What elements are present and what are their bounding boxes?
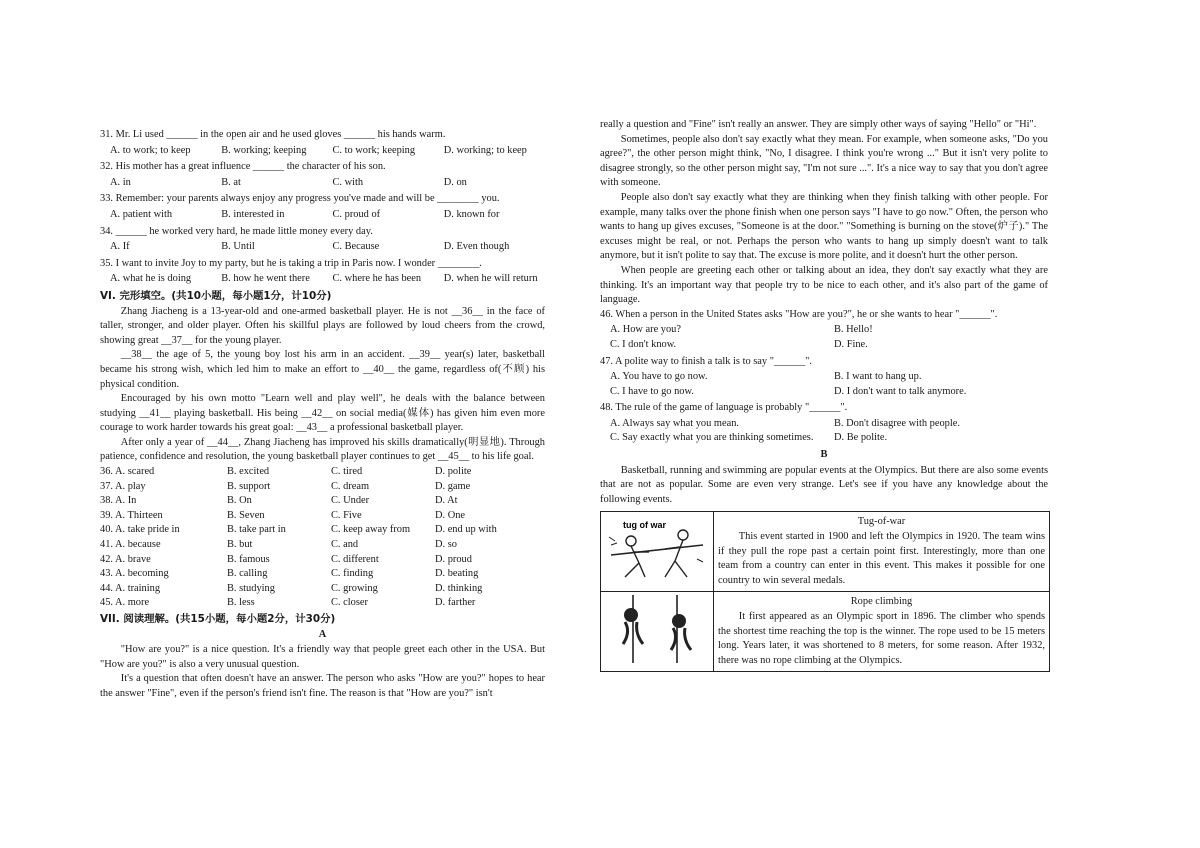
option: B. Seven <box>227 509 265 521</box>
option: C. I have to go now. <box>610 385 694 397</box>
cloze-row-38 <box>100 494 545 509</box>
option: A. How are you? <box>610 324 681 336</box>
reading-paragraph-2: It's a question that often doesn't have an answer. The person who asks "How are you?" hopes to hear the answer "Fine", even if the person's friend isn't fine. The reason is that "How are you?" isn't <box>100 673 545 699</box>
option: 38. A. In <box>100 495 137 507</box>
option: D. known for <box>443 208 500 220</box>
option: C. Five <box>331 509 362 521</box>
part-a-label: A <box>318 628 327 640</box>
question-33: 33. Remember: your parents always enjoy any progress you've made and will be ________ you. <box>100 193 500 205</box>
options-34 <box>100 240 545 255</box>
options-35 <box>100 272 545 287</box>
option: D. Be polite. <box>834 432 888 444</box>
tug-of-war-illustration <box>601 512 714 592</box>
option: D. when he will return <box>443 273 538 285</box>
option: B. Until <box>221 241 255 253</box>
event-title: Rope climbing <box>850 596 913 608</box>
section-heading-cloze: VI. 完形填空。(共10小题，每小题1分，计10分) <box>100 289 332 302</box>
option: B. I want to hang up. <box>834 371 922 383</box>
option: C. and <box>331 539 359 551</box>
option: B. Don't disagree with people. <box>834 417 960 429</box>
option: 45. A. more <box>100 597 150 609</box>
option: A. You have to go now. <box>610 371 708 383</box>
question-47: 47. A polite way to finish a talk is to say "______". <box>600 355 812 367</box>
option: D. farther <box>435 597 476 609</box>
option: B. how he went there <box>221 273 310 285</box>
options-33 <box>100 208 545 223</box>
option: A. in <box>110 176 131 188</box>
option: 37. A. play <box>100 480 146 492</box>
option: C. Say exactly what you are thinking sometimes. <box>610 432 814 444</box>
part-b-label: B <box>820 449 828 461</box>
option: B. take part in <box>227 524 286 536</box>
section-heading-reading: VII. 阅读理解。(共15小题，每小题2分，计30分) <box>100 613 336 625</box>
event-description: This event started in 1900 and left the Olympics in 1920. The team wins if they pull the rope past a certain point first. Interestingly, more than one team from a country can enter in this event. This makes it possible for one country to win several medals. <box>718 531 1045 586</box>
option: D. Fine. <box>834 338 868 350</box>
cloze-row-41 <box>100 538 545 553</box>
option: B. studying <box>227 582 275 594</box>
cloze-row-44 <box>100 582 545 597</box>
option: A. Always say what you mean. <box>610 417 739 429</box>
option: D. thinking <box>435 582 483 594</box>
rope-climbing-text <box>714 592 1050 672</box>
cloze-paragraph-3: Encouraged by his own motto "Learn well and play well", he deals with the balance between studying __41__ playing basketball. His being __42__ on social media(媒体) has given him even more courage to work harder towards his great goal: __43__ a professional basketball player. <box>100 393 545 434</box>
event-title: Tug-of-war <box>857 516 906 528</box>
option: C. different <box>331 553 379 565</box>
options-48 <box>600 417 1048 446</box>
option: C. proud of <box>332 208 381 220</box>
left-column <box>100 128 545 702</box>
tug-of-war-icon <box>605 515 709 583</box>
option: 39. A. Thirteen <box>100 509 163 521</box>
reading-paragraph-5: People also don't say exactly what they are thinking when they finish talking with other people. For example, many talks over the phone finish when one person says "I have to go now." Often, the person who wants to hang up gives excuses, "Someone is at the door." "Something is burning on the stove(炉子)." The excuses might be real, or not. Perhaps the person who wants to hang up simply doesn't want to talk anymore, but it isn't polite to say that. The excuse is more polite, and it doesn't hurt the other person. <box>600 191 1048 262</box>
option: D. working; to keep <box>443 144 527 156</box>
option: B. at <box>221 176 241 188</box>
option: D. Even though <box>443 241 510 253</box>
reading-paragraph-1: "How are you?" is a nice question. It's a friendly way that people greet each other in the USA. But "How are you?" is also a very unusual question. <box>100 644 545 670</box>
question-34: 34. ______ he worked very hard, he made little money every day. <box>100 225 373 237</box>
event-row-tug-of-war <box>601 512 1050 592</box>
option: B. excited <box>227 466 270 478</box>
option: D. At <box>435 495 458 507</box>
option: 44. A. training <box>100 582 161 594</box>
option: D. game <box>435 480 471 492</box>
option: D. One <box>435 509 466 521</box>
option: A. patient with <box>110 208 173 220</box>
option: C. keep away from <box>331 524 411 536</box>
cloze-row-45 <box>100 596 545 611</box>
cloze-row-39 <box>100 509 545 524</box>
event-description: It first appeared as an Olympic sport in 1896. The climber who spends the shortest time reaching the top is the winner. The rope used to be 15 meters long. Years later, it was shortened to 8 meters, for some reason. After 1932, there was no rope climbing at the Olympics. <box>718 611 1045 666</box>
option: B. famous <box>227 553 270 565</box>
option: C. Because <box>332 241 380 253</box>
option: A. to work; to keep <box>110 144 191 156</box>
reading-paragraph-4: Sometimes, people also don't say exactly what they mean. For example, when someone asks, "Do you agree?", the other person might think, "No, I disagree. I think you're wrong ..." But it isn't very polite to disagree strongly, so the other person might say, "I'm not sure ...". It's a nice way to say that you don't agree with someone. <box>600 133 1048 189</box>
option: C. tired <box>331 466 363 478</box>
option: B. Hello! <box>834 324 873 336</box>
option: B. interested in <box>221 208 285 220</box>
option: C. Under <box>331 495 370 507</box>
option: C. closer <box>331 597 368 609</box>
rope-climbing-illustration <box>601 592 714 672</box>
option: D. on <box>443 176 467 188</box>
option: B. support <box>227 480 271 492</box>
option: C. dream <box>331 480 370 492</box>
events-table <box>600 511 1050 672</box>
option: D. end up with <box>435 524 497 536</box>
option: B. less <box>227 597 255 609</box>
option: C. with <box>332 176 364 188</box>
option: D. polite <box>435 466 472 478</box>
option: B. working; keeping <box>221 144 307 156</box>
option: 36. A. scared <box>100 466 155 478</box>
option: B. calling <box>227 568 268 580</box>
option: B. but <box>227 539 253 551</box>
options-46 <box>600 323 1048 352</box>
options-32 <box>100 176 545 191</box>
option: D. I don't want to talk anymore. <box>834 385 967 397</box>
option: C. finding <box>331 568 374 580</box>
cloze-paragraph-4: After only a year of __44__, Zhang Jiacheng has improved his skills dramatically(明显地). Through patience, confidence and resolution, the young basketball player continues to get __45__ to his life goal. <box>100 436 545 463</box>
question-32: 32. His mother has a great influence ______ the character of his son. <box>100 161 386 173</box>
option: D. proud <box>435 553 472 565</box>
reading-paragraph-3: really a question and "Fine" isn't really an answer. They are simply other ways of saying "Hello" or "Hi". <box>600 119 1037 130</box>
question-48: 48. The rule of the game of language is probably "______". <box>600 402 848 414</box>
question-46: 46. When a person in the United States asks "How are you?", he or she wants to hear "______". <box>600 308 998 320</box>
option: D. so <box>435 539 457 551</box>
right-column <box>600 118 1048 672</box>
option: 41. A. because <box>100 539 161 551</box>
cloze-row-37 <box>100 480 545 495</box>
option: C. to work; keeping <box>332 144 416 156</box>
event-row-rope-climbing <box>601 592 1050 672</box>
cloze-paragraph-1: Zhang Jiacheng is a 13-year-old and one-armed basketball player. He is not __36__ in the face of taller, stronger, and older player. Often his skillful plays are followed by loud cheers from the crowd, showing great __37__ for the young player. <box>100 305 545 346</box>
cloze-row-40 <box>100 523 545 538</box>
option: 42. A. brave <box>100 553 151 565</box>
rope-climbing-icon <box>605 595 709 663</box>
options-31 <box>100 144 545 159</box>
option: 43. A. becoming <box>100 568 169 580</box>
option: C. I don't know. <box>610 338 677 350</box>
option: B. On <box>227 495 252 507</box>
cloze-row-42 <box>100 553 545 568</box>
part-b-intro: Basketball, running and swimming are popular events at the Olympics. But there are also some events that are not as popular. Some are even very strange. Let's see if you have any knowledge about the following events. <box>600 464 1048 505</box>
option: C. where he has been <box>332 273 422 285</box>
option: 40. A. take pride in <box>100 524 180 536</box>
option: C. growing <box>331 582 378 594</box>
reading-paragraph-6: When people are greeting each other or talking about an idea, they don't say exactly what they are thinking. It's an important way that people try to be nice to each other, and it's also part of the game of language. <box>600 264 1048 306</box>
cloze-row-43 <box>100 567 545 582</box>
question-35: 35. I want to invite Joy to my party, but he is taking a trip in Paris now. I wonder ________. <box>100 257 482 269</box>
question-31: 31. Mr. Li used ______ in the open air and he used gloves ______ his hands warm. <box>100 129 446 140</box>
tug-of-war-text <box>714 512 1050 592</box>
cloze-options <box>100 465 545 611</box>
cloze-paragraph-2: __38__ the age of 5, the young boy lost his arm in an accident. __39__ year(s) later, basketball became his strong wish, which led him to make an effort to __40__ the game, regardless of(不顾) his physical condition. <box>100 349 545 390</box>
option: A. what he is doing <box>110 273 192 285</box>
option: A. If <box>110 241 130 253</box>
cloze-row-36 <box>100 465 545 480</box>
tug-of-war-caption: tug of war <box>623 520 666 531</box>
option: D. beating <box>435 568 479 580</box>
options-47 <box>600 370 1048 399</box>
